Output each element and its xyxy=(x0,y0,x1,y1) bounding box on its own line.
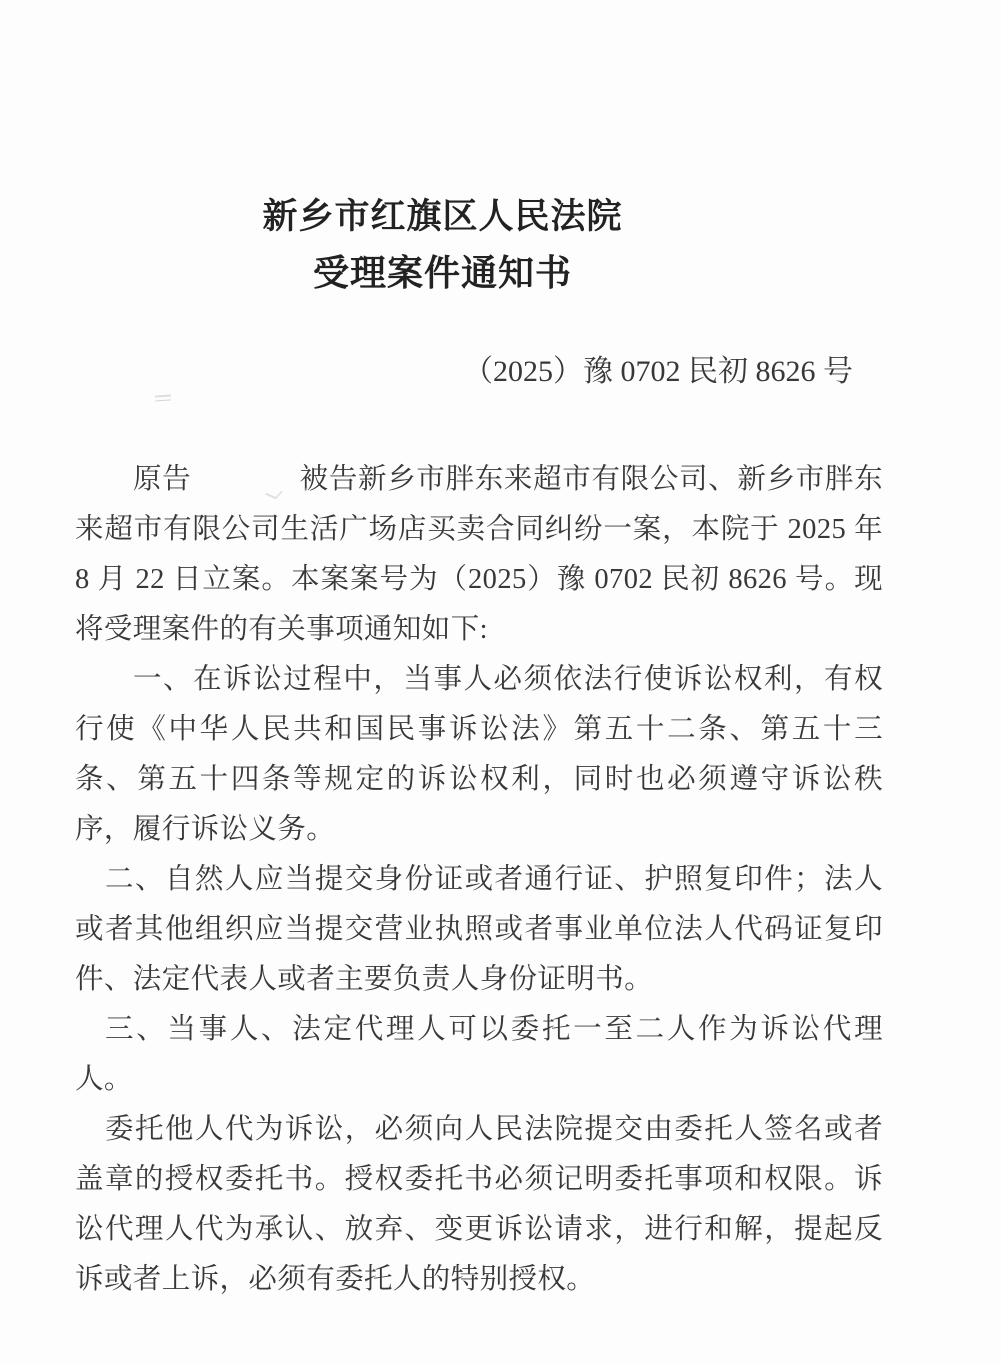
item-paragraph-two: 二、自然人应当提交身份证或者通行证、护照复印件；法人或者其他组织应当提交营业执照或者事业单位法人代码证复印件、法定代表人或者主要负责人身份证明书。 xyxy=(75,864,883,995)
case-number-row xyxy=(0,352,1001,392)
item-paragraph-three: 三、当事人、法定代理人可以委托一至二人作为诉讼代理人。 xyxy=(75,1014,883,1095)
redacted-plaintiff-name xyxy=(191,487,299,488)
scan-artifact xyxy=(155,394,171,401)
document-body xyxy=(75,455,883,1305)
delegation-paragraph: 委托他人代为诉讼，必须向人民法院提交由委托人签名或者盖章的授权委托书。授权委托书必须记明委托事项和权限。诉讼代理人代为承认、放弃、变更诉讼请求，进行和解，提起反诉或者上诉，必须有委托人的特别授权。 xyxy=(75,1114,883,1295)
intro-text: 被告新乡市胖东来超市有限公司、新乡市胖东来超市有限公司生活广场店买卖合同纠纷一案，本院于 2025 年 8 月 22 日立案。本案案号为（2025）豫 0702 民初 8626 号。现将受理案件的有关事项通知如下: xyxy=(75,464,883,645)
plaintiff-label: 原告 xyxy=(133,464,192,495)
item-paragraph-one: 一、在诉讼过程中，当事人必须依法行使诉讼权利，有权行使《中华人民共和国民事诉讼法》第五十二条、第五十三条、第五十四条等规定的诉讼权利，同时也必须遵守诉讼秩序，履行诉讼义务。 xyxy=(75,664,883,845)
court-name: 新乡市红旗区人民法院 xyxy=(262,197,623,236)
document-header xyxy=(0,0,943,302)
intro-paragraph xyxy=(75,455,883,655)
case-number: （2025）豫 0702 民初 8626 号 xyxy=(463,355,853,388)
document-title: 受理案件通知书 xyxy=(312,253,572,293)
